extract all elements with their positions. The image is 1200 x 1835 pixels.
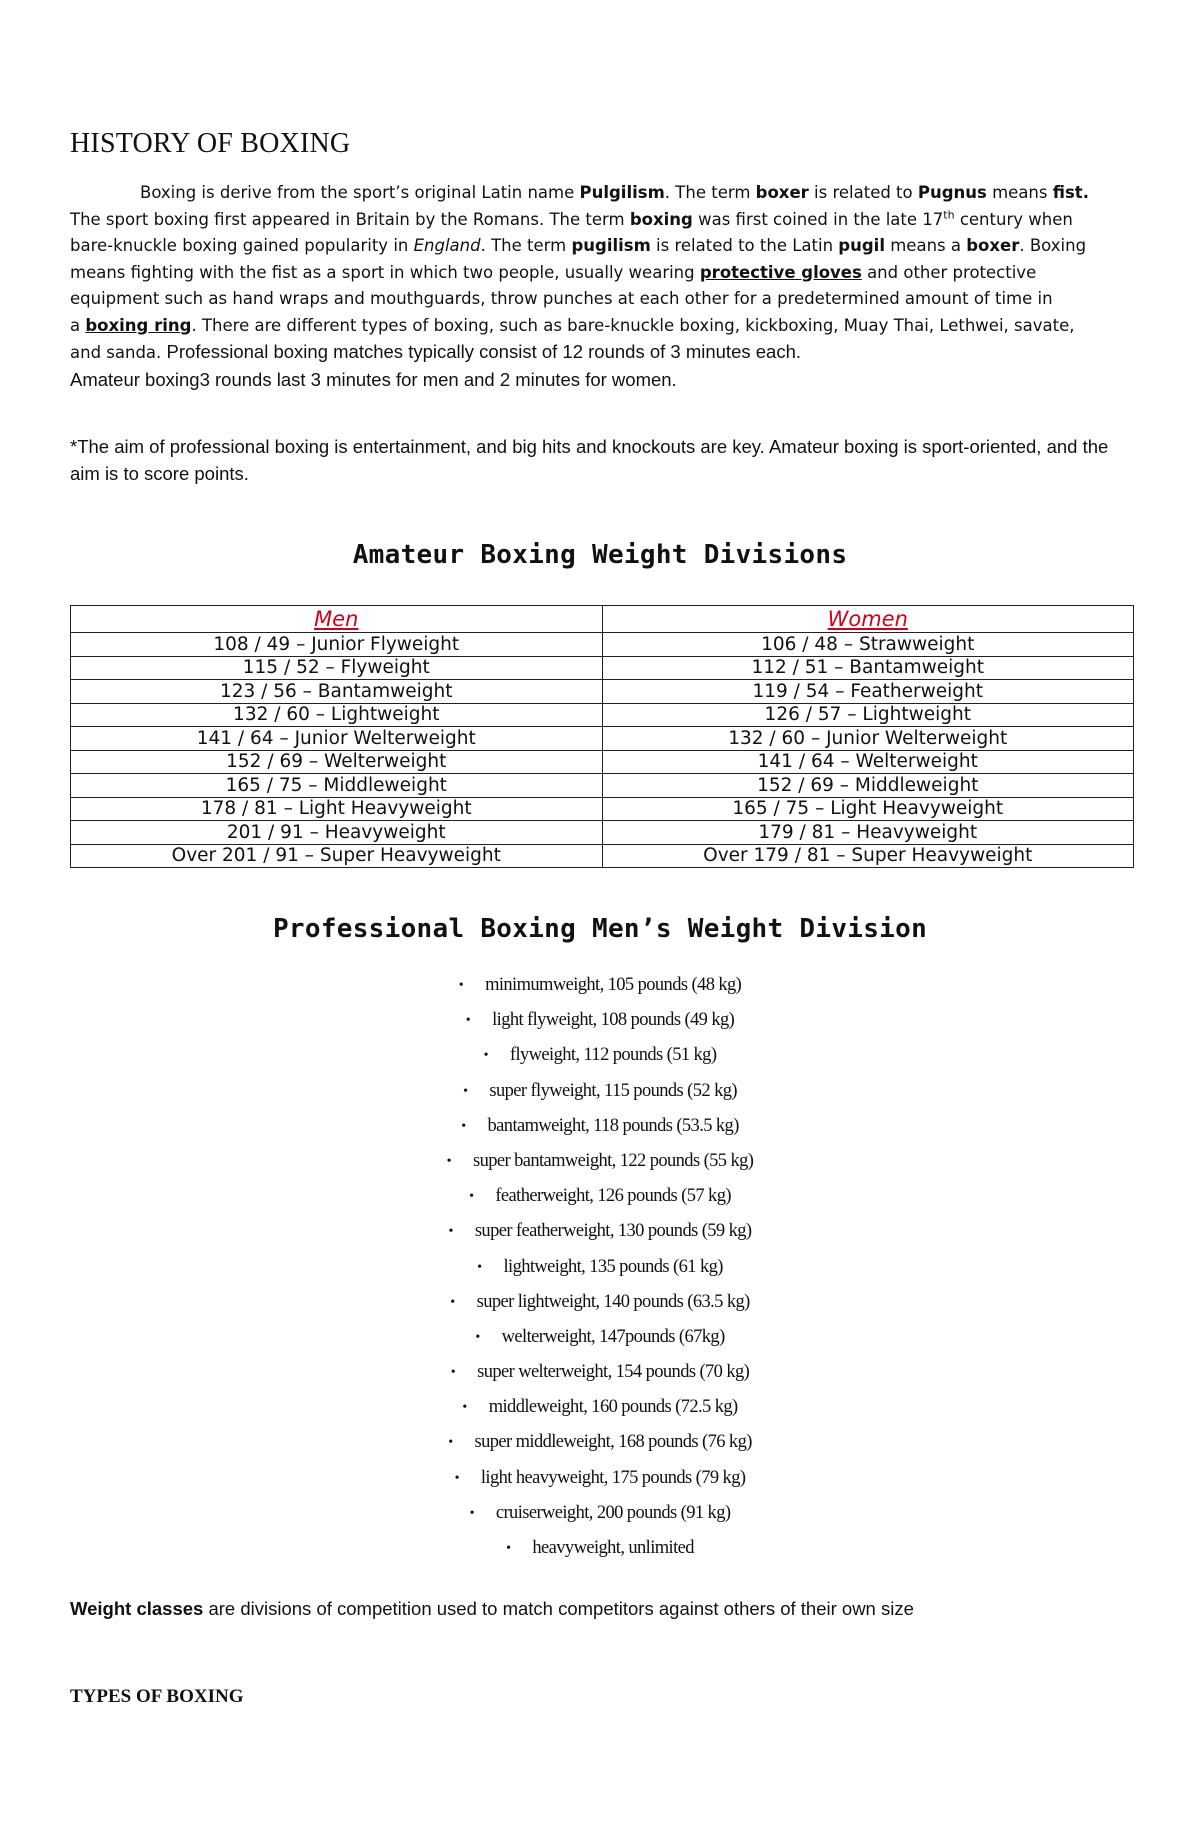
list-item bbox=[0, 1003, 1200, 1038]
bullet-icon: • bbox=[483, 1048, 488, 1064]
column-header-women: Women bbox=[602, 606, 1134, 633]
bullet-icon: • bbox=[461, 1118, 466, 1134]
table-row bbox=[71, 680, 1134, 704]
list-item-text: flyweight, 112 pounds (51 kg) bbox=[509, 1045, 717, 1066]
term-boxing: boxing bbox=[629, 209, 693, 229]
table-row bbox=[71, 750, 1134, 774]
bullet-icon: • bbox=[446, 1153, 451, 1169]
bullet-icon: • bbox=[469, 1505, 474, 1521]
bullet-icon: • bbox=[463, 1083, 468, 1099]
weight-classes-definition bbox=[70, 1598, 1150, 1620]
table-cell: Over 201 / 91 – Super Heavyweight bbox=[71, 844, 603, 868]
term-pugilism: pugilism bbox=[571, 236, 651, 255]
page-title: HISTORY OF BOXING bbox=[70, 128, 351, 159]
bullet-icon: • bbox=[448, 1224, 453, 1240]
list-item bbox=[0, 1038, 1200, 1073]
table-cell: 112 / 51 – Bantamweight bbox=[602, 656, 1134, 680]
term-boxer: boxer bbox=[966, 236, 1020, 255]
list-item-text: featherweight, 126 pounds (57 kg) bbox=[495, 1186, 731, 1207]
list-item bbox=[0, 1496, 1200, 1531]
term-pugnus: Pugnus bbox=[917, 183, 987, 202]
table-cell: 152 / 69 – Welterweight bbox=[71, 750, 603, 774]
superscript-th: th bbox=[943, 208, 955, 221]
intro-text: means a bbox=[884, 236, 967, 255]
table-cell: 141 / 64 – Junior Welterweight bbox=[71, 727, 603, 751]
intro-text: . Boxing bbox=[1019, 236, 1087, 255]
list-item bbox=[0, 968, 1200, 1003]
term-weight-classes: Weight classes bbox=[70, 1598, 204, 1619]
list-item bbox=[0, 1531, 1200, 1566]
bullet-icon: • bbox=[506, 1541, 511, 1556]
aim-note: *The aim of professional boxing is entertainment, and big hits and knockouts are key. Amateur boxing is sport-oriented, and the aim is to score points. bbox=[70, 436, 1109, 484]
list-item-text: bantamweight, 118 pounds (53.5 kg) bbox=[487, 1115, 739, 1136]
intro-text: a bbox=[70, 315, 86, 335]
table-header-row bbox=[71, 606, 1134, 633]
pro-divisions-title: Professional Boxing Men’s Weight Division bbox=[272, 914, 928, 944]
bullet-icon: • bbox=[477, 1259, 482, 1275]
list-item-text: super middleweight, 168 pounds (76 kg) bbox=[474, 1432, 752, 1453]
list-item-text: super flyweight, 115 pounds (52 kg) bbox=[489, 1080, 737, 1101]
table-cell: 126 / 57 – Lightweight bbox=[602, 703, 1134, 727]
table-row bbox=[71, 703, 1134, 727]
amateur-weight-table bbox=[70, 605, 1134, 868]
bullet-icon: • bbox=[462, 1400, 467, 1416]
table-cell: 132 / 60 – Lightweight bbox=[71, 703, 603, 727]
table-cell: 119 / 54 – Featherweight bbox=[602, 680, 1134, 704]
list-item-text: minimumweight, 105 pounds (48 kg) bbox=[485, 975, 742, 995]
table-row bbox=[71, 633, 1134, 657]
amateur-rounds-text: Amateur boxing3 rounds last 3 minutes for men and 2 minutes for women. bbox=[70, 368, 677, 390]
intro-text: . bbox=[1082, 183, 1089, 202]
list-item-text: super bantamweight, 122 pounds (55 kg) bbox=[472, 1150, 754, 1171]
list-item-text: super welterweight, 154 pounds (70 kg) bbox=[477, 1362, 750, 1383]
list-item bbox=[0, 1425, 1200, 1460]
pro-weight-list bbox=[0, 968, 1200, 1566]
types-of-boxing-heading: TYPES OF BOXING bbox=[70, 1686, 244, 1707]
table-cell: 106 / 48 – Strawweight bbox=[602, 633, 1134, 657]
table-cell: Over 179 / 81 – Super Heavyweight bbox=[602, 844, 1134, 868]
table-cell: 115 / 52 – Flyweight bbox=[71, 656, 603, 680]
table-cell: 201 / 91 – Heavyweight bbox=[71, 821, 603, 845]
bullet-icon: • bbox=[475, 1329, 480, 1345]
list-item bbox=[0, 1109, 1200, 1144]
bullet-icon: • bbox=[450, 1365, 456, 1381]
term-fist: fist bbox=[1052, 183, 1083, 202]
table-cell: 152 / 69 – Middleweight bbox=[602, 774, 1134, 798]
place-england: England bbox=[413, 236, 481, 255]
term-pugil: pugil bbox=[838, 236, 885, 255]
bullet-icon: • bbox=[465, 1013, 471, 1029]
intro-text: means fighting with the fist as a sport in which two people, usually wearing bbox=[70, 262, 700, 282]
table-cell: 178 / 81 – Light Heavyweight bbox=[71, 797, 603, 821]
list-item-text: middleweight, 160 pounds (72.5 kg) bbox=[488, 1397, 738, 1418]
intro-paragraph bbox=[70, 180, 1130, 394]
intro-text: and other protective bbox=[861, 262, 1037, 282]
definition-text: are divisions of competition used to match competitors against others of their own size bbox=[203, 1598, 914, 1619]
bullet-icon: • bbox=[458, 978, 464, 993]
pro-rounds-text: Professional boxing matches typically consist of 12 rounds of 3 minutes each. bbox=[166, 341, 802, 362]
intro-text: Boxing is derive from the sport’s original Latin name bbox=[140, 183, 580, 202]
table-row bbox=[71, 656, 1134, 680]
intro-text: century when bbox=[954, 209, 1073, 229]
table-row bbox=[71, 727, 1134, 751]
list-item-text: cruiserweight, 200 pounds (91 kg) bbox=[495, 1502, 731, 1523]
term-pulgilism: Pulgilism bbox=[579, 183, 665, 202]
list-item bbox=[0, 1074, 1200, 1109]
list-item-text: super lightweight, 140 pounds (63.5 kg) bbox=[476, 1291, 750, 1312]
list-item-text: welterweight, 147pounds (67kg) bbox=[501, 1326, 725, 1347]
bullet-icon: • bbox=[448, 1435, 453, 1451]
list-item bbox=[0, 1355, 1200, 1390]
column-header-men: Men bbox=[71, 606, 603, 633]
table-cell: 132 / 60 – Junior Welterweight bbox=[602, 727, 1134, 751]
list-item bbox=[0, 1390, 1200, 1425]
list-item-text: light heavyweight, 175 pounds (79 kg) bbox=[480, 1467, 746, 1488]
list-item bbox=[0, 1461, 1200, 1496]
list-item bbox=[0, 1179, 1200, 1214]
list-item bbox=[0, 1320, 1200, 1355]
list-item bbox=[0, 1144, 1200, 1179]
intro-text: was first coined in the late 17 bbox=[692, 209, 944, 229]
intro-text: The sport boxing first appeared in Britain by the Romans. The term bbox=[70, 209, 630, 229]
list-item-text: light flyweight, 108 pounds (49 kg) bbox=[492, 1010, 735, 1031]
bullet-icon: • bbox=[450, 1294, 455, 1310]
term-boxing-ring: boxing ring bbox=[85, 315, 192, 335]
table-row bbox=[71, 821, 1134, 845]
table-cell: 141 / 64 – Welterweight bbox=[602, 750, 1134, 774]
bullet-icon: • bbox=[454, 1470, 459, 1486]
amateur-divisions-title: Amateur Boxing Weight Divisions bbox=[352, 540, 848, 570]
table-cell: 165 / 75 – Middleweight bbox=[71, 774, 603, 798]
table-row bbox=[71, 844, 1134, 868]
intro-text: is related to bbox=[808, 183, 918, 202]
intro-text: bare-knuckle boxing gained popularity in bbox=[70, 236, 414, 255]
list-item bbox=[0, 1250, 1200, 1285]
table-row bbox=[71, 797, 1134, 821]
table-row bbox=[71, 774, 1134, 798]
intro-text: is related to the Latin bbox=[650, 236, 839, 255]
bullet-icon: • bbox=[469, 1189, 474, 1205]
list-item bbox=[0, 1214, 1200, 1249]
list-item-text: super featherweight, 130 pounds (59 kg) bbox=[474, 1221, 752, 1242]
list-item-text: lightweight, 135 pounds (61 kg) bbox=[503, 1256, 723, 1277]
table-cell: 123 / 56 – Bantamweight bbox=[71, 680, 603, 704]
table-cell: 165 / 75 – Light Heavyweight bbox=[602, 797, 1134, 821]
list-item-text: heavyweight, unlimited bbox=[532, 1538, 694, 1558]
intro-text: and sanda. bbox=[70, 343, 167, 362]
intro-text: . The term bbox=[480, 236, 572, 255]
table-cell: 108 / 49 – Junior Flyweight bbox=[71, 633, 603, 657]
table-cell: 179 / 81 – Heavyweight bbox=[602, 821, 1134, 845]
intro-text: means bbox=[986, 183, 1053, 202]
intro-text: . The term bbox=[664, 183, 756, 202]
intro-text: . There are different types of boxing, such as bare-knuckle boxing, kickboxing, Muay Thai, Lethwei, savate, bbox=[191, 315, 1075, 335]
term-boxer: boxer bbox=[755, 183, 809, 202]
term-protective-gloves: protective gloves bbox=[699, 262, 862, 282]
list-item bbox=[0, 1285, 1200, 1320]
intro-text: equipment such as hand wraps and mouthguards, throw punches at each other for a predetermined amount of time in bbox=[70, 289, 1053, 308]
